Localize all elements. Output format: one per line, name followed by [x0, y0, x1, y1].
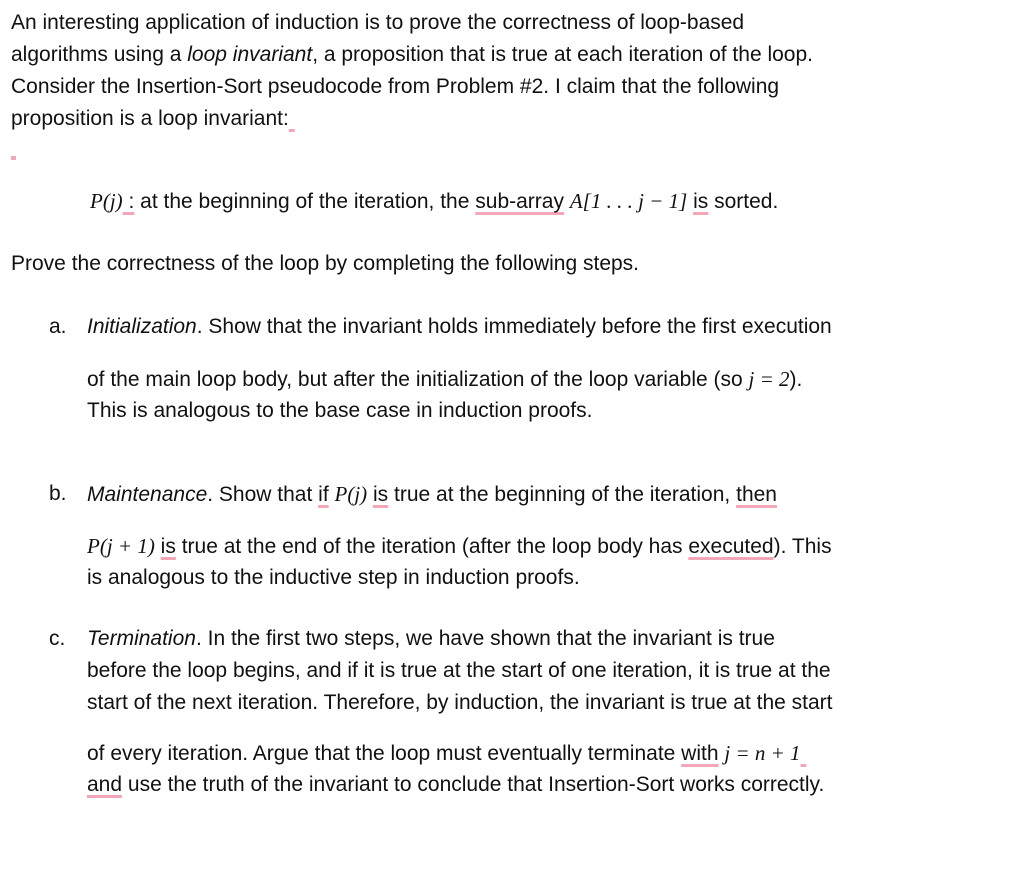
spelling-marker	[11, 156, 16, 160]
step-marker: c.	[49, 627, 66, 650]
text-span: true at the end of the iteration (after the loop body has	[181, 535, 683, 558]
text-span: at the beginning of the iteration, the	[140, 190, 470, 213]
text-span: use the truth of the invariant to conclude that Insertion-Sort works correctly.	[127, 773, 825, 796]
step-line	[87, 311, 937, 343]
text-span: ).	[789, 368, 803, 391]
math-j-equals-2: j = 2	[748, 367, 790, 391]
term-loop-invariant: loop invariant	[187, 43, 313, 66]
step-line: This is analogous to the base case in induction proofs.	[87, 399, 593, 422]
subarray-math: A[1 . . . j − 1]	[569, 189, 688, 213]
word-then: then	[736, 483, 777, 506]
intro-line	[11, 39, 1011, 71]
invariant-statement	[90, 185, 990, 218]
step-line	[87, 769, 937, 801]
step-title: Termination	[87, 627, 196, 650]
step-line	[87, 530, 937, 563]
intro-paragraph	[11, 7, 1011, 135]
text-span: ). This	[773, 535, 832, 558]
spelling-underline: :	[122, 190, 135, 213]
step-line: before the loop begins, and if it is true at the start of one iteration, it is true at the	[87, 659, 831, 682]
math-pj: P(j)	[334, 482, 368, 506]
text-span: sorted.	[714, 190, 779, 213]
word-with: with	[681, 742, 719, 765]
text-span: of the main loop body, but after the initialization of the loop variable (so	[87, 368, 749, 391]
step-title: Initialization	[87, 315, 197, 338]
text-span: , a proposition that is true at each iteration of the loop.	[312, 43, 813, 66]
word-is: is	[693, 190, 709, 213]
text-span: true at the beginning of the iteration,	[394, 483, 731, 506]
text-span: . Show that the invariant holds immediately before the first execution	[196, 315, 832, 338]
spelling-underline	[289, 107, 295, 130]
step-line	[87, 478, 937, 511]
step-line: is analogous to the inductive step in induction proofs.	[87, 566, 580, 589]
intro-line: Consider the Insertion-Sort pseudocode from Problem #2. I claim that the following	[11, 75, 780, 98]
spelling-underline	[801, 742, 807, 765]
word-sub-array: sub-array	[475, 190, 564, 213]
step-line	[87, 363, 937, 396]
step-marker: b.	[49, 482, 67, 505]
step-line: start of the next iteration. Therefore, by induction, the invariant is true at the start	[87, 691, 833, 714]
step-title: Maintenance	[87, 483, 208, 506]
intro-line: An interesting application of induction is to prove the correctness of loop-based	[11, 11, 745, 34]
word-is: is	[160, 535, 176, 558]
text-span: proposition is a loop invariant:	[11, 107, 289, 130]
intro-line	[11, 103, 1011, 135]
step-line	[87, 737, 937, 770]
word-if: if	[318, 483, 329, 506]
math-j-equals-n-plus-1: j = n + 1	[724, 741, 801, 765]
word-is: is	[373, 483, 389, 506]
word-executed: executed	[688, 535, 774, 558]
text-span: . Show that	[207, 483, 313, 506]
text-span: algorithms using a	[11, 43, 188, 66]
prove-instruction: Prove the correctness of the loop by completing the following steps.	[11, 252, 640, 275]
step-line	[87, 623, 937, 655]
word-and: and	[87, 773, 123, 796]
step-marker: a.	[49, 315, 67, 338]
invariant-name: P(j)	[90, 189, 123, 213]
text-span: . In the first two steps, we have shown that the invariant is true	[195, 627, 775, 650]
text-span: of every iteration. Argue that the loop must eventually terminate	[87, 742, 676, 765]
math-pj-plus-1: P(j + 1)	[87, 534, 155, 558]
